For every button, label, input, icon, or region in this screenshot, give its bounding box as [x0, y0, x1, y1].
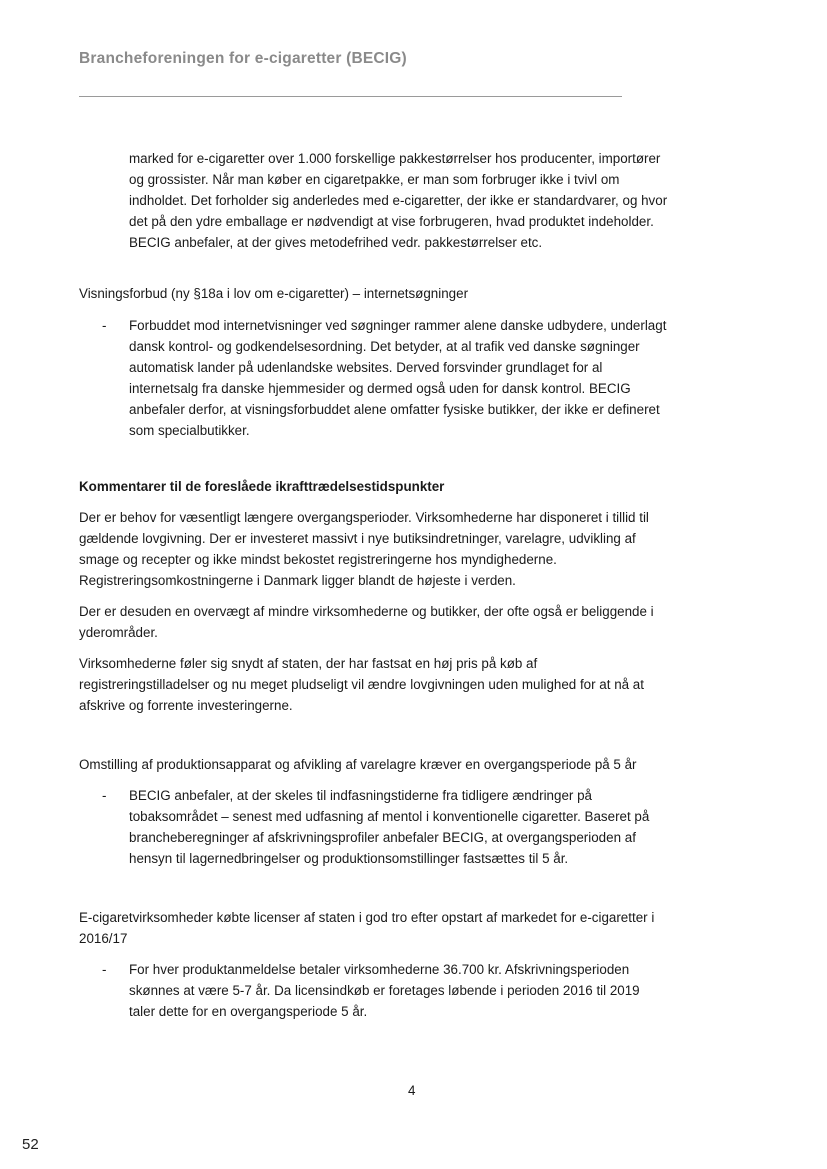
section4-bullet [79, 959, 669, 1022]
section2-paragraph-3: Virksomhederne føler sig snydt af staten, der har fastsat en høj pris på køb af registreringstilladelser og nu meget pludseligt vil ændre lovgivningen uden mulighed for at nå at afskrive og forrente investeringerne. [79, 656, 644, 713]
section1-bullet-text: Forbuddet mod internetvisninger ved søgninger rammer alene danske udbydere, underlagt dansk kontrol- og godkendelsesordning. Det betyder, at al trafik ved danske søgninger automatisk lander på udenlandske websites. Derved forsvinder grundlaget for al internetsalg fra danske hjemmesider og dermed også uden for dansk kontrol. BECIG anbefaler derfor, at visningsforbuddet alene omfatter fysiske butikker, der ikke er defineret som specialbutikker. [129, 318, 667, 438]
bullet-dash: - [102, 788, 107, 803]
section1-bullet [79, 315, 669, 441]
page-number: 4 [408, 1083, 416, 1098]
header-title: Brancheforeningen for e-cigaretter (BECIG) [79, 50, 407, 67]
header-divider [79, 96, 622, 97]
section1-heading: Visningsforbud (ny §18a i lov om e-cigaretter) – internetsøgninger [79, 286, 469, 301]
section3-heading: Omstilling af produktionsapparat og afvikling af varelagre kræver en overgangsperiode på 5 år [79, 757, 637, 772]
intro-paragraph: marked for e-cigaretter over 1.000 forskellige pakkestørrelser hos producenter, importører og grossister. Når man køber en cigaretpakke, er man som forbruger ikke i tvivl om indholdet. Det forholder sig anderledes med e-cigaretter, der ikke er standardvarer, og hvor det på den ydre emballage er nødvendigt at vise forbrugeren, hvad produktet indeholder. BECIG anbefaler, at der gives metodefrihed vedr. pakkestørrelser etc. [129, 151, 668, 250]
bullet-dash: - [102, 962, 107, 977]
section3-bullet-text: BECIG anbefaler, at der skeles til indfasningstiderne fra tidligere ændringer på tobaksområdet – senest med udfasning af mentol i konventionelle cigaretter. Baseret på brancheberegninger af afskrivningsprofiler anbefaler BECIG, at overgangsperioden af hensyn til lagernedbringelser og produktionsomstillinger fastsættes til 5 år. [129, 788, 650, 866]
section2-paragraph-2: Der er desuden en overvægt af mindre virksomhederne og butikker, der ofte også er beliggende i yderområder. [79, 604, 654, 640]
bullet-dash: - [102, 318, 107, 333]
section2-heading: Kommentarer til de foreslåede ikrafttrædelsestidspunkter [79, 479, 445, 494]
section4-bullet-text: For hver produktanmeldelse betaler virksomhederne 36.700 kr. Afskrivningsperioden skønnes at være 5-7 år. Da licensindkøb er foretages løbende i perioden 2016 til 2019 taler dette for en overgangsperiode 5 år. [129, 962, 640, 1019]
section3-bullet [79, 785, 669, 869]
corner-page-number: 52 [22, 1136, 39, 1153]
section2-paragraph-1: Der er behov for væsentligt længere overgangsperioder. Virksomhederne har disponeret i tillid til gældende lovgivning. Der er investeret massivt i nye butiksindretninger, varelagre, udvikling af smage og recepter og ikke mindst bekostet registreringerne hos myndighederne. Registreringsomkostningerne i Danmark ligger blandt de højeste i verden. [79, 510, 649, 588]
section4-heading: E-cigaretvirksomheder købte licenser af staten i god tro efter opstart af markedet for e-cigaretter i 2016/17 [79, 910, 655, 946]
document-body [79, 148, 669, 1022]
